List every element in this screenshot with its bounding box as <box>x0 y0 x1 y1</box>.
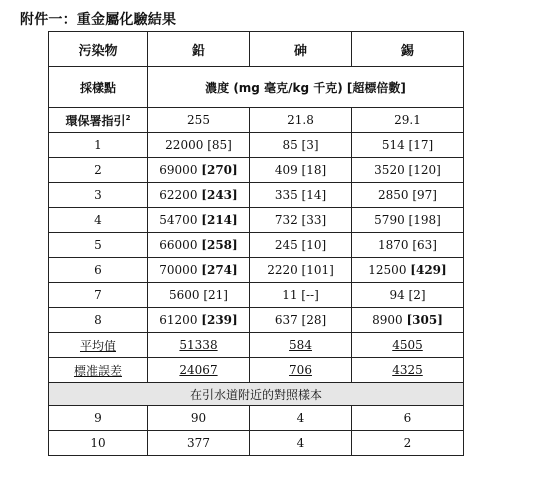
lead-exceedance: [21] <box>203 288 228 302</box>
lead-exceedance: [85] <box>207 138 232 152</box>
sample-id: 10 <box>49 431 148 456</box>
table-row <box>49 431 464 456</box>
header-sampling-point: 採樣點 <box>49 67 148 108</box>
tin-exceedance: [2] <box>408 288 426 302</box>
tin-exceedance: [17] <box>408 138 434 152</box>
arsenic-value: 637 [28] <box>250 308 352 333</box>
tin-value-cell <box>352 283 464 308</box>
lead-value-cell <box>148 308 250 333</box>
header-lead: 鉛 <box>148 32 250 67</box>
guideline-label: 環保署指引 <box>65 113 126 128</box>
stat-row <box>49 358 464 383</box>
arsenic-value: 4 <box>250 431 352 456</box>
tin-value-cell <box>352 258 464 283</box>
table-row <box>49 406 464 431</box>
tin-exceedance: [198] <box>408 213 441 227</box>
sample-id: 5 <box>49 233 148 258</box>
lead-value: 90 <box>148 406 250 431</box>
guideline-footnote: 2 <box>125 113 131 122</box>
tin-value: 94 <box>389 288 405 302</box>
table-row <box>49 158 464 183</box>
stat-lead: 24067 <box>148 358 250 383</box>
sample-id: 4 <box>49 208 148 233</box>
heavy-metal-results-table <box>48 31 464 456</box>
guideline-label-cell <box>49 108 148 133</box>
header-arsenic: 砷 <box>250 32 352 67</box>
table-row <box>49 233 464 258</box>
lead-value-cell <box>148 233 250 258</box>
tin-value: 1870 <box>377 238 409 252</box>
tin-value: 5790 <box>374 213 405 227</box>
arsenic-value: 11 [--] <box>250 283 352 308</box>
sample-id: 3 <box>49 183 148 208</box>
lead-value-cell <box>148 183 250 208</box>
table-row <box>49 308 464 333</box>
tin-value: 514 <box>381 138 405 152</box>
tin-value-cell <box>352 158 464 183</box>
tin-value: 6 <box>352 406 464 431</box>
guideline-lead: 255 <box>148 108 250 133</box>
tin-exceedance: [429] <box>410 263 447 277</box>
tin-value-cell <box>352 308 464 333</box>
stat-tin: 4325 <box>352 358 464 383</box>
arsenic-value: 245 [10] <box>250 233 352 258</box>
stat-arsenic: 584 <box>250 333 352 358</box>
header-tin: 錫 <box>352 32 464 67</box>
table-body <box>49 32 464 456</box>
lead-exceedance: [243] <box>201 188 238 202</box>
table-row <box>49 183 464 208</box>
tin-value: 3520 <box>374 163 405 177</box>
table-row <box>49 283 464 308</box>
sample-id: 7 <box>49 283 148 308</box>
sample-id: 1 <box>49 133 148 158</box>
lead-value: 22000 <box>165 138 204 152</box>
tin-exceedance: [120] <box>408 163 441 177</box>
subheader-row <box>49 67 464 108</box>
lead-value: 70000 <box>159 263 198 277</box>
stat-arsenic: 706 <box>250 358 352 383</box>
stat-label: 平均值 <box>49 333 148 358</box>
stat-row <box>49 333 464 358</box>
tin-exceedance: [305] <box>406 313 443 327</box>
reference-section-label: 在引水道附近的對照樣本 <box>49 383 464 406</box>
sample-id: 9 <box>49 406 148 431</box>
lead-value-cell <box>148 258 250 283</box>
reference-section-row <box>49 383 464 406</box>
tin-value-cell <box>352 183 464 208</box>
lead-exceedance: [214] <box>201 213 238 227</box>
stat-lead: 51338 <box>148 333 250 358</box>
header-concentration: 濃度 (mg 毫克/kg 千克) [超標倍數] <box>148 67 464 108</box>
stat-label: 標准誤差 <box>49 358 148 383</box>
header-row <box>49 32 464 67</box>
lead-exceedance: [270] <box>201 163 238 177</box>
header-pollutant: 污染物 <box>49 32 148 67</box>
table-row <box>49 208 464 233</box>
lead-value-cell <box>148 158 250 183</box>
stat-tin: 4505 <box>352 333 464 358</box>
tin-exceedance: [63] <box>412 238 437 252</box>
arsenic-value: 409 [18] <box>250 158 352 183</box>
arsenic-value: 4 <box>250 406 352 431</box>
table-row <box>49 133 464 158</box>
tin-value-cell <box>352 133 464 158</box>
arsenic-value: 732 [33] <box>250 208 352 233</box>
sample-id: 2 <box>49 158 148 183</box>
tin-value: 12500 <box>368 263 407 277</box>
lead-value-cell <box>148 283 250 308</box>
guideline-tin: 29.1 <box>352 108 464 133</box>
lead-exceedance: [258] <box>201 238 238 252</box>
arsenic-value: 335 [14] <box>250 183 352 208</box>
guideline-row <box>49 108 464 133</box>
lead-value: 69000 <box>159 163 198 177</box>
tin-value: 8900 <box>372 313 403 327</box>
guideline-arsenic: 21.8 <box>250 108 352 133</box>
table-row <box>49 258 464 283</box>
sample-id: 6 <box>49 258 148 283</box>
lead-value: 62200 <box>159 188 198 202</box>
lead-value: 5600 <box>168 288 200 302</box>
page-title: 附件一：重金屬化驗結果 <box>20 12 177 28</box>
tin-exceedance: [97] <box>412 188 437 202</box>
lead-value-cell <box>148 208 250 233</box>
lead-exceedance: [239] <box>201 313 238 327</box>
sample-id: 8 <box>49 308 148 333</box>
arsenic-value: 2220 [101] <box>250 258 352 283</box>
lead-value: 377 <box>148 431 250 456</box>
tin-value: 2850 <box>377 188 409 202</box>
lead-value-cell <box>148 133 250 158</box>
tin-value-cell <box>352 208 464 233</box>
lead-value: 61200 <box>159 313 198 327</box>
arsenic-value: 85 [3] <box>250 133 352 158</box>
lead-value: 66000 <box>159 238 198 252</box>
lead-value: 54700 <box>159 213 198 227</box>
tin-value: 2 <box>352 431 464 456</box>
tin-value-cell <box>352 233 464 258</box>
lead-exceedance: [274] <box>201 263 238 277</box>
